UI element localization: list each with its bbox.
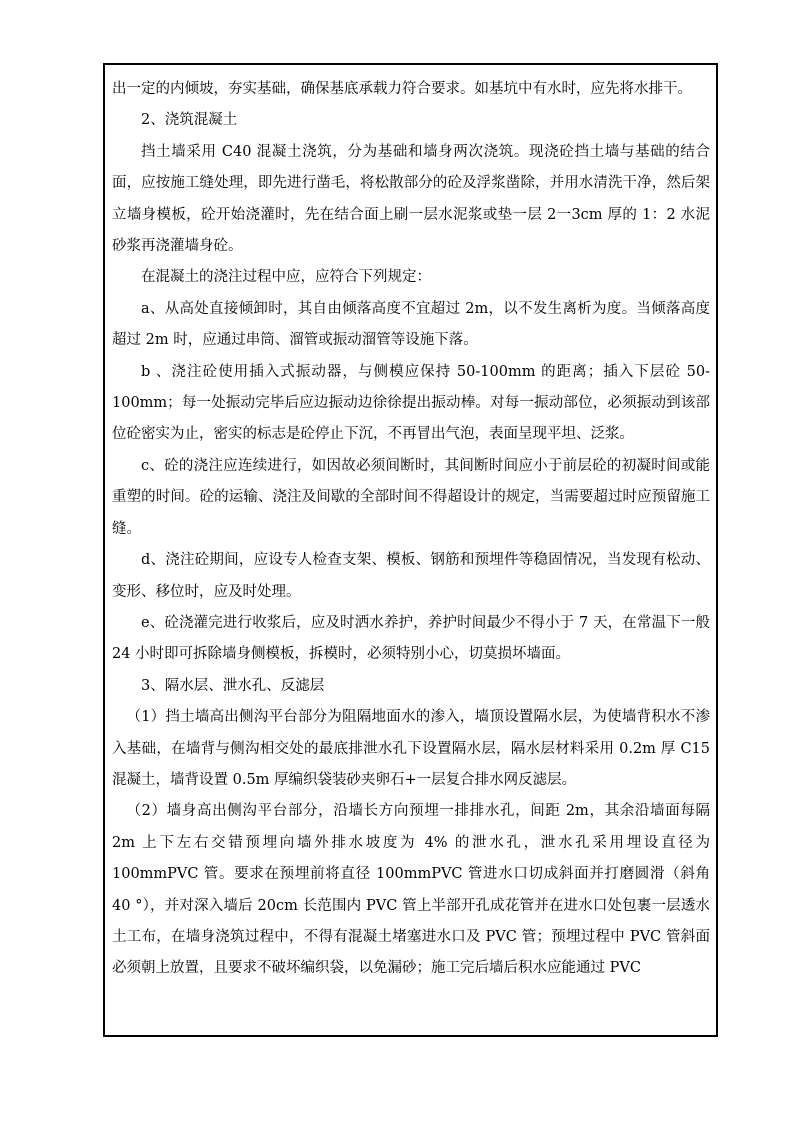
- paragraph-c40-pouring: 挡土墙采用 C40 混凝土浇筑，分为基础和墙身两次浇筑。现浇砼挡土墙与基础的结合面，应按施工缝处理，即先进行凿毛，将松散部分的砼及浮浆凿除，并用水清洗干净，然后架立墙身模板，砼开始浇灌时，先在结合面上刷一层水泥浆或垫一层 2一3cm 厚的 1：2 水泥砂浆再浇灌墙身砼。: [112, 143, 710, 255]
- document-body: [112, 74, 710, 985]
- paragraph-pouring-rules-intro: 在混凝土的浇注过程中应，应符合下列规定：: [141, 269, 431, 286]
- document-frame: [103, 63, 718, 1037]
- paragraph-rule-e: e、砼浇灌完进行收浆后，应及时洒水养护，养护时间最少不得小于 7 天，在常温下一般 24 小时即可拆除墙身侧模板，拆模时，必须特别小心，切莫损坏墙面。: [112, 614, 710, 663]
- paragraph-foundation-end: 出一定的内倾坡，夯实基础，确保基底承载力符合要求。如基坑中有水时，应先将水排干。: [112, 81, 692, 97]
- paragraph-item-1-waterproof-layer: （1）挡土墙高出侧沟平台部分为阻隔地面水的渗入，墙顶设置隔水层，为使墙背积水不渗入基础，在墙背与侧沟相交处的最底排泄水孔下设置隔水层，隔水层材料采用 0.2m 厚 C15 混凝土，墙背设置 0.5m 厚编织袋装砂夹卵石+一层复合排水网反滤层。: [112, 709, 710, 788]
- heading-pour-concrete: 2、浇筑混凝土: [141, 112, 238, 129]
- paragraph-rule-a: a、从高处直接倾卸时，其自由倾落高度不宜超过 2m，以不发生离析为度。当倾落高度超过 2m 时，应通过串筒、溜管或振动溜管等设施下落。: [112, 300, 710, 349]
- paragraph-rule-d: d、浇注砼期间，应设专人检查支架、模板、钢筋和预埋件等稳固情况，当发现有松动、变形、移位时，应及时处理。: [112, 552, 710, 600]
- paragraph-rule-b: b 、浇注砼使用插入式振动器，与侧模应保持 50-100mm 的距离；插入下层砼 50-100mm；每一处振动完毕后应边振动边徐徐提出振动棒。对每一振动部位，必须振动到该部位砼密实为止，密实的标志是砼停止下沉，不再冒出气泡，表面呈现平坦、泛浆。: [112, 363, 710, 443]
- paragraph-rule-c: c、砼的浇注应连续进行，如因故必须间断时，其间断时间应小于前层砼的初凝时间或能重塑的时间。砼的运输、浇注及间歇的全部时间不得超设计的规定，当需要超过时应预留施工缝。: [112, 457, 710, 537]
- paragraph-item-2-weep-holes: （2）墙身高出侧沟平台部分，沿墙长方向预埋一排排水孔，间距 2m，其余沿墙面每隔 2m 上下左右交错预埋向墙外排水坡度为 4% 的泄水孔，泄水孔采用埋设直径为 100mmPVC 管。要求在预埋前将直径 100mmPVC 管进水口切成斜面并打磨圆滑（斜角 40 °），并对深入墙后 20cm 长范围内 PVC 管上半部开孔成花管并在进水口处包裹一层透水土工布，在墙身浇筑过程中，不得有混凝土堵塞进水口及 PVC 管；预埋过程中 PVC 管斜面必须朝上放置，且要求不破坏编织袋，以免漏砂；施工完后墙后积水应能通过 PVC: [112, 803, 710, 977]
- heading-drainage-layers: 3、隔水层、泄水孔、反滤层: [141, 677, 325, 694]
